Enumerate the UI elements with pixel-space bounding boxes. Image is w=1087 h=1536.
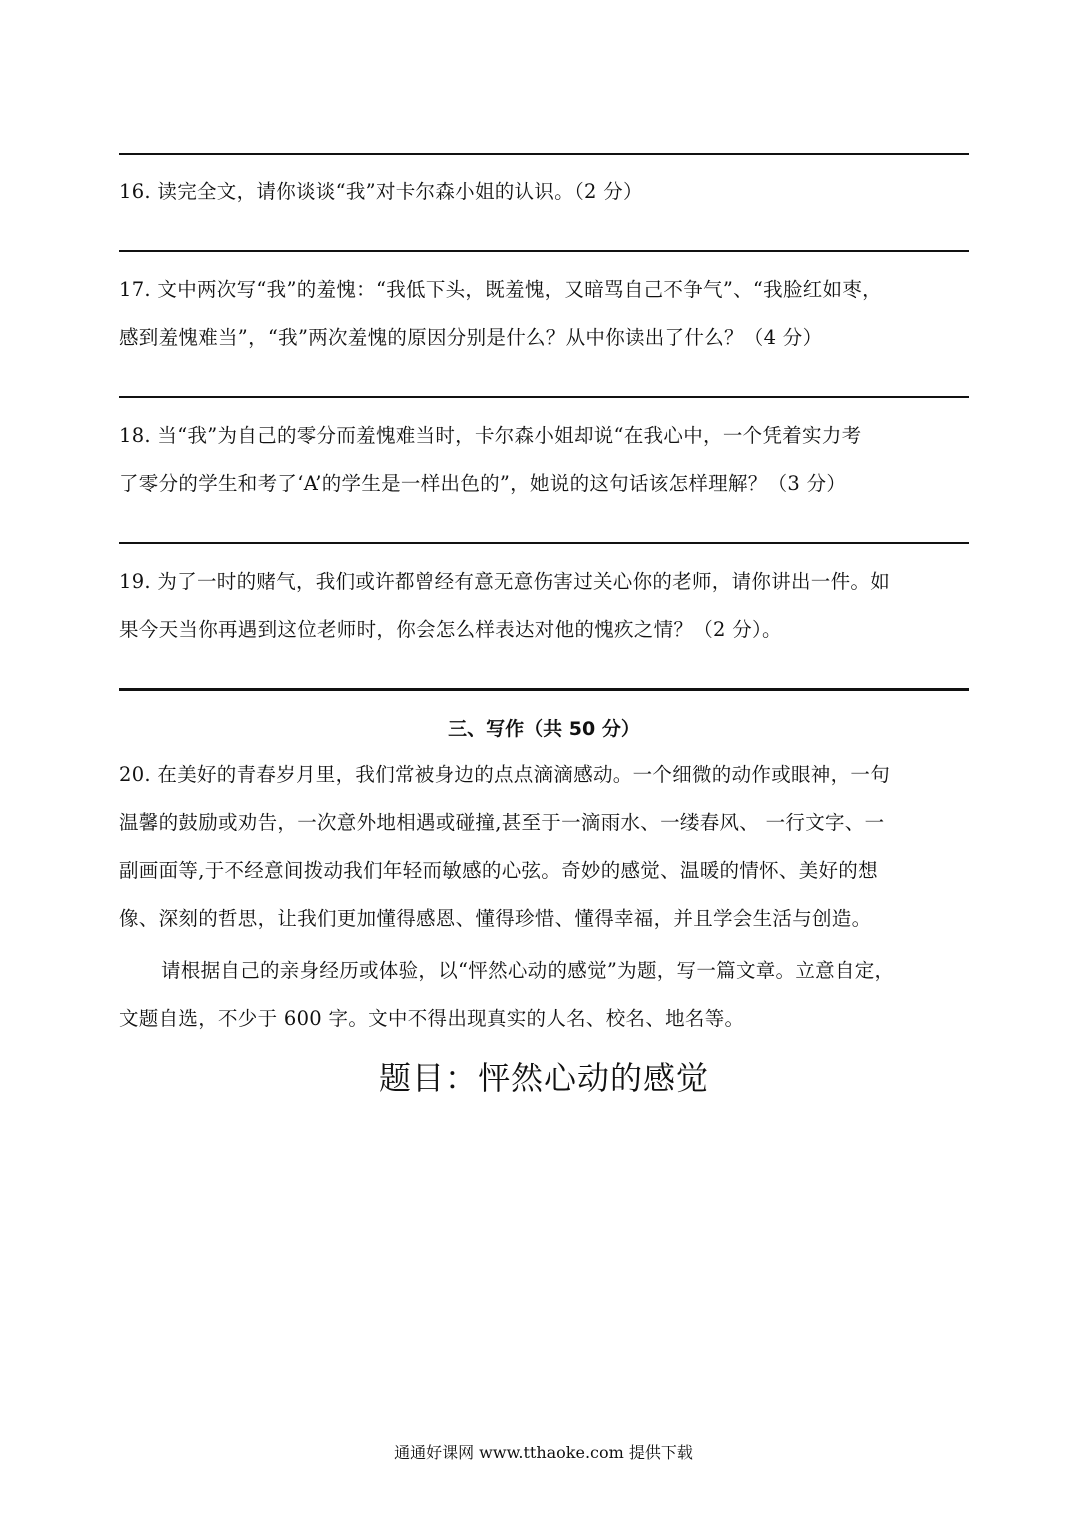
essay-prompt-paragraph-2 <box>119 947 979 1043</box>
section-title: 三、写作（共 50 分） <box>448 718 640 740</box>
essay-prompt-line-4: 像、深刻的哲思，让我们更加懂得感恩、懂得珍惜、懂得幸福，并且学会生活与创造。 <box>119 907 872 930</box>
essay-instructions-line-2: 文题自选，不少于 600 字。文中不得出现真实的人名、校名、地名等。 <box>119 1007 745 1030</box>
question-18-line-1: 18. 当“我”为自己的零分而羞愧难当时，卡尔森小姐却说“在我心中，一个凭着实力考 <box>119 424 862 447</box>
footer-credit: 通通好课网 www.tthaoke.com 提供下载 <box>394 1443 693 1462</box>
essay-prompt-paragraph-1 <box>119 751 979 943</box>
question-19-line-2: 果今天当你再遇到这位老师时，你会怎么样表达对他的愧疚之情？（2 分）。 <box>119 618 782 641</box>
question-18 <box>119 412 979 508</box>
answer-line-19 <box>119 688 969 691</box>
question-17 <box>119 266 979 362</box>
essay-prompt-line-2: 温馨的鼓励或劝告，一次意外地相遇或碰撞,甚至于一滴雨水、一缕春风、 一行文字、一 <box>119 811 885 834</box>
essay-title: 题目：怦然心动的感觉 <box>378 1059 709 1097</box>
answer-line-18 <box>119 542 969 544</box>
question-16-line-1: 16. 读完全文，请你谈谈“我”对卡尔森小姐的认识。（2 分） <box>119 180 643 203</box>
answer-line-17 <box>119 396 969 398</box>
question-17-line-2: 感到羞愧难当”，“我”两次羞愧的原因分别是什么？从中你读出了什么？（4 分） <box>119 326 823 349</box>
question-16 <box>119 168 979 216</box>
question-18-line-2: 了零分的学生和考了‘A’的学生是一样出色的”，她说的这句话该怎样理解？（3 分） <box>119 472 847 495</box>
question-19-line-1: 19. 为了一时的赌气，我们或许都曾经有意无意伤害过关心你的老师，请你讲出一件。如 <box>119 570 891 593</box>
essay-instructions-line-1: 请根据自己的亲身经历或体验，以“怦然心动的感觉”为题，写一篇文章。立意自定， <box>161 959 895 982</box>
essay-prompt-line-1: 20. 在美好的青春岁月里，我们常被身边的点点滴滴感动。一个细微的动作或眼神，一句 <box>119 763 891 786</box>
answer-line-15 <box>119 153 969 155</box>
essay-prompt-line-3: 副画面等,于不经意间拨动我们年轻而敏感的心弦。奇妙的感觉、温暖的情怀、美好的想 <box>119 859 878 882</box>
answer-line-16 <box>119 250 969 252</box>
question-17-line-1: 17. 文中两次写“我”的羞愧：“我低下头，既羞愧，又暗骂自己不争气”、“我脸红如枣， <box>119 278 882 301</box>
question-19 <box>119 558 979 654</box>
